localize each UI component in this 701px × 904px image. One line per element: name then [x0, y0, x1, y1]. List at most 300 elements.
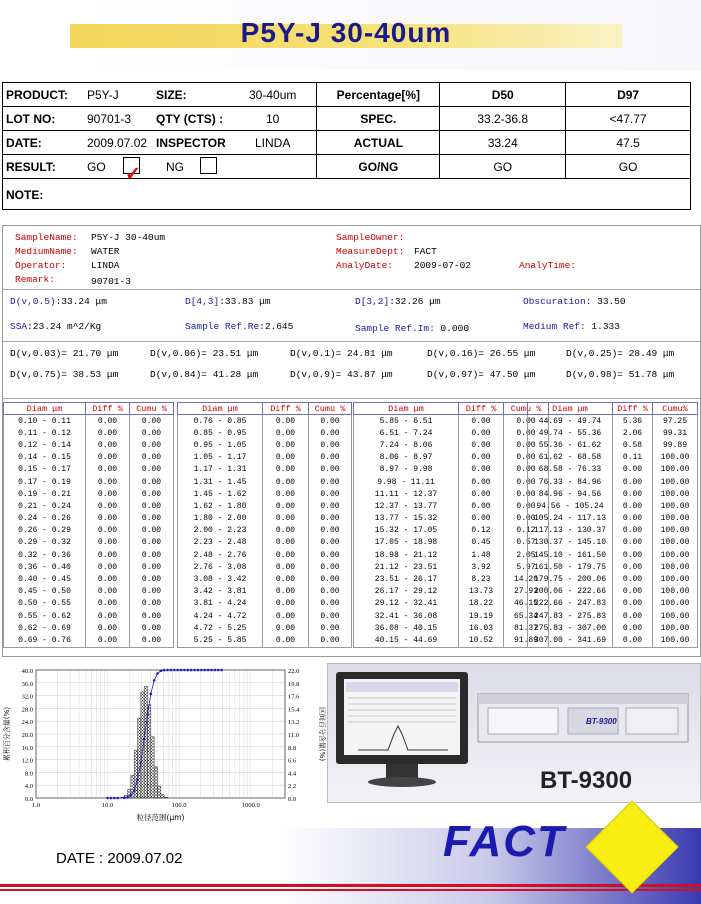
table-row [178, 622, 352, 634]
table-row [4, 500, 174, 512]
dv05-readout: D(v,0.5):33.24 μm [10, 296, 107, 307]
diam-range: 32.41 - 36.08 [354, 610, 459, 622]
distribution-chart [0, 663, 330, 825]
cumu-value: 100.00 [653, 476, 698, 488]
x-tick-label: 10.0 [101, 802, 114, 809]
diam-range: 2.00 - 2.23 [178, 525, 263, 537]
cumu-value: 0.00 [309, 549, 352, 561]
date-value: 2009.07.02 [87, 136, 148, 150]
histogram-bar [164, 797, 167, 798]
table-row [528, 415, 698, 428]
cumu-value: 0.00 [309, 513, 352, 525]
cumulative-point [214, 669, 217, 672]
lot-label: LOT NO: [6, 112, 56, 126]
cumu-value: 100.00 [653, 573, 698, 585]
diff-value: 0.00 [459, 439, 504, 451]
table-row [4, 573, 174, 585]
y-left-axis-label: 累积百分含量(%) [3, 706, 11, 762]
diff-value: 0.00 [613, 573, 653, 585]
x-tick-label: 100.0 [171, 802, 187, 809]
x-tick-label: 1000.0 [241, 802, 260, 809]
cumu-value: 0.00 [130, 427, 174, 439]
cumulative-point [150, 693, 153, 696]
ng-label: NG [166, 160, 184, 174]
diam-range: 0.36 - 0.40 [4, 561, 86, 573]
y-left-tick-label: 20.0 [21, 732, 33, 739]
diam-range: 247.83 - 275.83 [528, 610, 613, 622]
cumulative-point [156, 672, 159, 675]
diam-range: 0.21 - 0.24 [4, 500, 86, 512]
cumu-value: 0.00 [130, 573, 174, 585]
table-row [354, 537, 549, 549]
inspector-value: LINDA [255, 136, 291, 150]
diam-range: 179.75 - 200.06 [528, 573, 613, 585]
diam-range: 29.12 - 32.41 [354, 598, 459, 610]
table-row [4, 610, 174, 622]
diff-value: 0.00 [613, 500, 653, 512]
analysis-report [2, 225, 701, 657]
date-label: DATE: [6, 136, 42, 150]
table-row [4, 537, 174, 549]
diff-value: 0.00 [263, 561, 309, 573]
cumu-value: 0.00 [130, 513, 174, 525]
table-row [4, 525, 174, 537]
y-right-tick-label: 19.8 [288, 680, 300, 688]
diam-range: 4.24 - 4.72 [178, 610, 263, 622]
gong-d97: GO [566, 155, 691, 179]
diff-value: 0.00 [459, 488, 504, 500]
cumu-value: 0.12 [504, 525, 549, 537]
column-header: Diff % [613, 403, 653, 415]
diff-value: 16.03 [459, 622, 504, 634]
diff-value: 0.00 [613, 488, 653, 500]
cumu-value: 0.00 [130, 488, 174, 500]
actual-d50: 33.24 [440, 131, 566, 155]
cumu-value: 0.00 [504, 476, 549, 488]
cumu-value: 0.00 [130, 500, 174, 512]
diff-value: 19.19 [459, 610, 504, 622]
cumu-value: 0.00 [504, 488, 549, 500]
cumu-value: 0.00 [309, 452, 352, 464]
remark-label: Remark: [15, 274, 55, 285]
diam-range: 0.62 - 0.69 [4, 622, 86, 634]
diam-range: 0.29 - 0.32 [4, 537, 86, 549]
cumulative-point [123, 797, 126, 800]
cumu-value: 0.00 [309, 439, 352, 451]
diff-value: 0.00 [613, 464, 653, 476]
cumulative-point [173, 669, 176, 672]
fact-logo: FACT [443, 817, 566, 866]
percentage-header: Percentage[%] [317, 83, 440, 107]
diff-value: 0.00 [86, 500, 130, 512]
cumulative-point [176, 669, 179, 672]
dv-percentile: D(v,0.75)= 38.53 μm [10, 369, 119, 380]
diam-range: 23.51 - 26.17 [354, 573, 459, 585]
diam-range: 105.24 - 117.13 [528, 513, 613, 525]
diam-range: 3.08 - 3.42 [178, 573, 263, 585]
distribution-table [3, 402, 174, 648]
table-row [4, 598, 174, 610]
diff-value: 0.00 [263, 500, 309, 512]
cumu-value: 99.89 [653, 439, 698, 451]
measure-dept: FACT [414, 246, 437, 257]
y-left-tick-label: 4.0 [24, 783, 33, 791]
dv-percentile: D(v,0.98)= 51.78 μm [566, 369, 675, 380]
cumu-value: 0.00 [309, 500, 352, 512]
diam-range: 2.48 - 2.76 [178, 549, 263, 561]
cumu-value: 0.00 [504, 415, 549, 428]
table-row [4, 586, 174, 598]
diff-value: 5.36 [613, 415, 653, 428]
product-label: PRODUCT: [6, 88, 68, 102]
cumu-value: 0.00 [130, 537, 174, 549]
cumu-value: 0.00 [130, 610, 174, 622]
table-row [178, 500, 352, 512]
gong-label: GO/NG [317, 155, 440, 179]
distribution-table [177, 402, 352, 648]
diam-range: 9.98 - 11.11 [354, 476, 459, 488]
table-row [528, 634, 698, 647]
result-label: RESULT: [6, 160, 56, 174]
diff-value: 0.00 [613, 561, 653, 573]
diam-range: 200.06 - 222.66 [528, 586, 613, 598]
diam-range: 5.85 - 6.51 [354, 415, 459, 428]
cumulative-point [163, 669, 166, 672]
product-value: P5Y-J [87, 88, 119, 102]
diam-range: 1.05 - 1.17 [178, 452, 263, 464]
cumulative-point [207, 669, 210, 672]
y-right-tick-label: 15.4 [288, 706, 300, 714]
analy-time-label: AnalyTime: [519, 260, 577, 271]
cumu-value: 0.00 [309, 427, 352, 439]
table-row [178, 488, 352, 500]
diam-range: 94.56 - 105.24 [528, 500, 613, 512]
diff-value: 0.00 [263, 476, 309, 488]
cumu-value: 100.00 [653, 586, 698, 598]
cumu-value: 0.00 [504, 500, 549, 512]
dv-percentile: D(v,0.1)= 24.81 μm [290, 348, 393, 359]
page-title: P5Y-J 30-40um [240, 17, 452, 48]
actual-label: ACTUAL [317, 131, 440, 155]
go-checkbox[interactable] [123, 157, 141, 185]
column-header: Diam μm [4, 403, 86, 415]
diam-range: 3.42 - 3.81 [178, 586, 263, 598]
cumu-value: 0.00 [309, 586, 352, 598]
ssa-readout: SSA:23.24 m^2/Kg [10, 321, 102, 332]
cumulative-point [106, 797, 109, 800]
diff-value: 0.00 [613, 525, 653, 537]
cumu-value: 0.00 [309, 610, 352, 622]
product-photo [327, 663, 701, 803]
table-row [4, 427, 174, 439]
table-row [4, 634, 174, 647]
cumu-value: 0.00 [130, 598, 174, 610]
diam-range: 0.19 - 0.21 [4, 488, 86, 500]
table-row [354, 513, 549, 525]
distribution-table [527, 402, 698, 648]
cumulative-point [203, 669, 206, 672]
diff-value: 0.00 [263, 598, 309, 610]
diff-value: 0.00 [86, 439, 130, 451]
column-header: Diam μm [178, 403, 263, 415]
diff-value: 0.00 [86, 488, 130, 500]
table-row [178, 586, 352, 598]
cumu-value: 99.31 [653, 427, 698, 439]
medium-name: WATER [91, 246, 120, 257]
cumulative-point [133, 789, 136, 792]
cumu-value: 0.00 [309, 525, 352, 537]
diff-value: 0.45 [459, 537, 504, 549]
cumu-value: 100.00 [653, 537, 698, 549]
diam-range: 0.12 - 0.14 [4, 439, 86, 451]
cumu-value: 0.00 [309, 634, 352, 647]
y-left-tick-label: 0.0 [24, 796, 33, 803]
column-header: Diff % [86, 403, 130, 415]
table-row [4, 561, 174, 573]
medium-name-label: MediumName: [15, 246, 78, 257]
spec-label: SPEC. [317, 107, 440, 131]
diff-value: 0.00 [613, 537, 653, 549]
histogram-bar [161, 795, 164, 798]
cumu-value: 100.00 [653, 622, 698, 634]
cumulative-point [153, 679, 156, 682]
y-left-tick-label: 12.0 [21, 757, 33, 765]
d97-header: D97 [566, 83, 691, 107]
diff-value: 1.48 [459, 549, 504, 561]
summary-table [2, 82, 691, 210]
cumu-value: 0.00 [504, 452, 549, 464]
cumu-value: 0.00 [309, 464, 352, 476]
cumulative-point [180, 669, 183, 672]
cumu-value: 0.00 [504, 464, 549, 476]
table-row [354, 488, 549, 500]
cumu-value: 0.00 [309, 622, 352, 634]
cumulative-point [146, 713, 149, 716]
y-left-tick-label: 32.0 [21, 693, 33, 701]
diam-range: 76.33 - 84.96 [528, 476, 613, 488]
diff-value: 0.00 [613, 476, 653, 488]
cumu-value: 0.00 [309, 561, 352, 573]
size-label: SIZE: [156, 88, 187, 102]
cumu-value: 100.00 [653, 610, 698, 622]
cumu-value: 0.57 [504, 537, 549, 549]
y-right-tick-label: 0.0 [288, 796, 297, 803]
table-row [528, 439, 698, 451]
table-row [528, 464, 698, 476]
diff-value: 0.00 [263, 488, 309, 500]
diam-range: 18.98 - 21.12 [354, 549, 459, 561]
d32-readout: D[3,2]:32.26 μm [355, 296, 441, 307]
size-value: 30-40um [249, 88, 297, 102]
cumu-value: 0.00 [130, 525, 174, 537]
diff-value: 0.00 [86, 452, 130, 464]
table-row [178, 525, 352, 537]
diff-value: 0.00 [263, 586, 309, 598]
y-left-tick-label: 8.0 [24, 770, 33, 778]
column-header: Diam μm [354, 403, 459, 415]
cumu-value: 27.93 [504, 586, 549, 598]
dv-percentile: D(v,0.84)= 41.28 μm [150, 369, 259, 380]
diff-value: 0.00 [459, 415, 504, 428]
y-left-tick-label: 16.0 [21, 744, 33, 752]
table-row [4, 452, 174, 464]
diam-range: 11.11 - 12.37 [354, 488, 459, 500]
diff-value: 0.00 [459, 427, 504, 439]
table-row [528, 549, 698, 561]
cumulative-point [126, 796, 129, 799]
cumu-value: 0.00 [130, 561, 174, 573]
cumu-value: 81.37 [504, 622, 549, 634]
table-row [178, 598, 352, 610]
table-row [178, 513, 352, 525]
operator-label: Operator: [15, 260, 67, 271]
diam-range: 2.76 - 3.08 [178, 561, 263, 573]
y-right-tick-label: 13.2 [288, 719, 300, 727]
diff-value: 0.00 [86, 427, 130, 439]
y-right-tick-label: 4.4 [288, 770, 297, 778]
diff-value: 0.00 [613, 513, 653, 525]
column-header: Cumu% [653, 403, 698, 415]
diff-value: 2.06 [613, 427, 653, 439]
diff-value: 0.00 [86, 622, 130, 634]
diff-value: 0.00 [86, 476, 130, 488]
diff-value: 0.00 [86, 464, 130, 476]
diff-value: 18.22 [459, 598, 504, 610]
table-row [528, 622, 698, 634]
table-row [178, 452, 352, 464]
table-row [528, 561, 698, 573]
y-right-tick-label: 6.6 [288, 757, 297, 765]
y-right-axis-label: 区间百分含量(%) [318, 706, 326, 762]
histogram-bar [151, 737, 154, 798]
diff-value: 0.11 [613, 452, 653, 464]
cumu-value: 0.00 [309, 573, 352, 585]
diff-value: 0.00 [86, 610, 130, 622]
diam-range: 8.97 - 9.98 [354, 464, 459, 476]
sample-name-label: SampleName: [15, 232, 78, 243]
histogram-bar [154, 767, 157, 798]
table-row [354, 598, 549, 610]
diff-value: 0.00 [86, 513, 130, 525]
diff-value: 0.00 [86, 586, 130, 598]
diam-range: 0.14 - 0.15 [4, 452, 86, 464]
y-left-tick-label: 24.0 [21, 719, 33, 727]
diam-range: 117.13 - 130.37 [528, 525, 613, 537]
table-row [4, 464, 174, 476]
cumulative-point [166, 669, 169, 672]
table-row [178, 476, 352, 488]
diff-value: 0.00 [86, 598, 130, 610]
diff-value: 0.58 [613, 439, 653, 451]
diff-value: 0.00 [263, 464, 309, 476]
cumulative-point [190, 669, 193, 672]
diff-value: 0.00 [263, 439, 309, 451]
table-row [528, 537, 698, 549]
cumulative-point [116, 797, 119, 800]
cumu-value: 0.00 [504, 439, 549, 451]
cumu-value: 0.00 [130, 549, 174, 561]
table-row [4, 476, 174, 488]
go-label: GO [87, 160, 106, 174]
ng-checkbox[interactable] [200, 157, 217, 174]
cumu-value: 0.00 [309, 415, 352, 428]
table-row [354, 464, 549, 476]
qty-value: 10 [266, 112, 280, 126]
cumu-value: 0.00 [130, 439, 174, 451]
histogram-bar [144, 686, 147, 798]
table-row [528, 488, 698, 500]
analyzer-illustration [328, 664, 700, 802]
x-tick-label: 1.0 [31, 802, 41, 809]
diam-range: 0.17 - 0.19 [4, 476, 86, 488]
cumulative-point [193, 669, 196, 672]
column-header: Cumu % [309, 403, 352, 415]
table-row [178, 610, 352, 622]
sample-name: P5Y-J 30-40um [91, 232, 166, 243]
diam-range: 26.17 - 29.12 [354, 586, 459, 598]
table-row [178, 427, 352, 439]
diam-range: 2.23 - 2.48 [178, 537, 263, 549]
column-header: Diff % [263, 403, 309, 415]
cumu-value: 100.00 [653, 634, 698, 647]
column-header: Cumu % [504, 403, 549, 415]
table-row [4, 439, 174, 451]
cumu-value: 0.00 [130, 622, 174, 634]
diff-value: 0.00 [459, 513, 504, 525]
footer-rule [0, 884, 701, 887]
column-header: Cumu % [130, 403, 174, 415]
y-right-tick-label: 22.0 [288, 668, 300, 675]
diff-value: 3.92 [459, 561, 504, 573]
diff-value: 0.00 [613, 610, 653, 622]
table-row [178, 561, 352, 573]
cumu-value: 0.00 [130, 464, 174, 476]
table-row [4, 488, 174, 500]
cumulative-point [183, 669, 186, 672]
diff-value: 0.00 [263, 452, 309, 464]
medref-readout: Medium Ref: 1.333 [523, 321, 620, 332]
cumulative-point [130, 794, 133, 797]
dv-percentile: D(v,0.06)= 23.51 μm [150, 348, 259, 359]
cumu-value: 100.00 [653, 452, 698, 464]
diff-value: 0.12 [459, 525, 504, 537]
diff-value: 0.00 [459, 452, 504, 464]
cumu-value: 0.00 [130, 476, 174, 488]
diam-range: 0.50 - 0.55 [4, 598, 86, 610]
diam-range: 0.10 - 0.11 [4, 415, 86, 428]
diam-range: 84.96 - 94.56 [528, 488, 613, 500]
diam-range: 1.45 - 1.62 [178, 488, 263, 500]
check-icon: ✓ [125, 164, 141, 185]
diff-value: 0.00 [86, 561, 130, 573]
diam-range: 0.69 - 0.76 [4, 634, 86, 647]
diam-range: 0.32 - 0.36 [4, 549, 86, 561]
diff-value: 0.00 [86, 525, 130, 537]
diff-value: 8.23 [459, 573, 504, 585]
diff-value: 0.00 [263, 573, 309, 585]
diam-range: 44.69 - 49.74 [528, 415, 613, 428]
spec-d50: 33.2-36.8 [440, 107, 566, 131]
cumulative-point [210, 669, 213, 672]
diff-value: 0.00 [86, 549, 130, 561]
table-row [354, 586, 549, 598]
diff-value: 0.00 [613, 634, 653, 647]
table-row [354, 452, 549, 464]
cumulative-point [113, 797, 116, 800]
diff-value: 0.00 [613, 622, 653, 634]
diam-range: 13.77 - 15.32 [354, 513, 459, 525]
y-right-tick-label: 17.6 [288, 693, 300, 701]
